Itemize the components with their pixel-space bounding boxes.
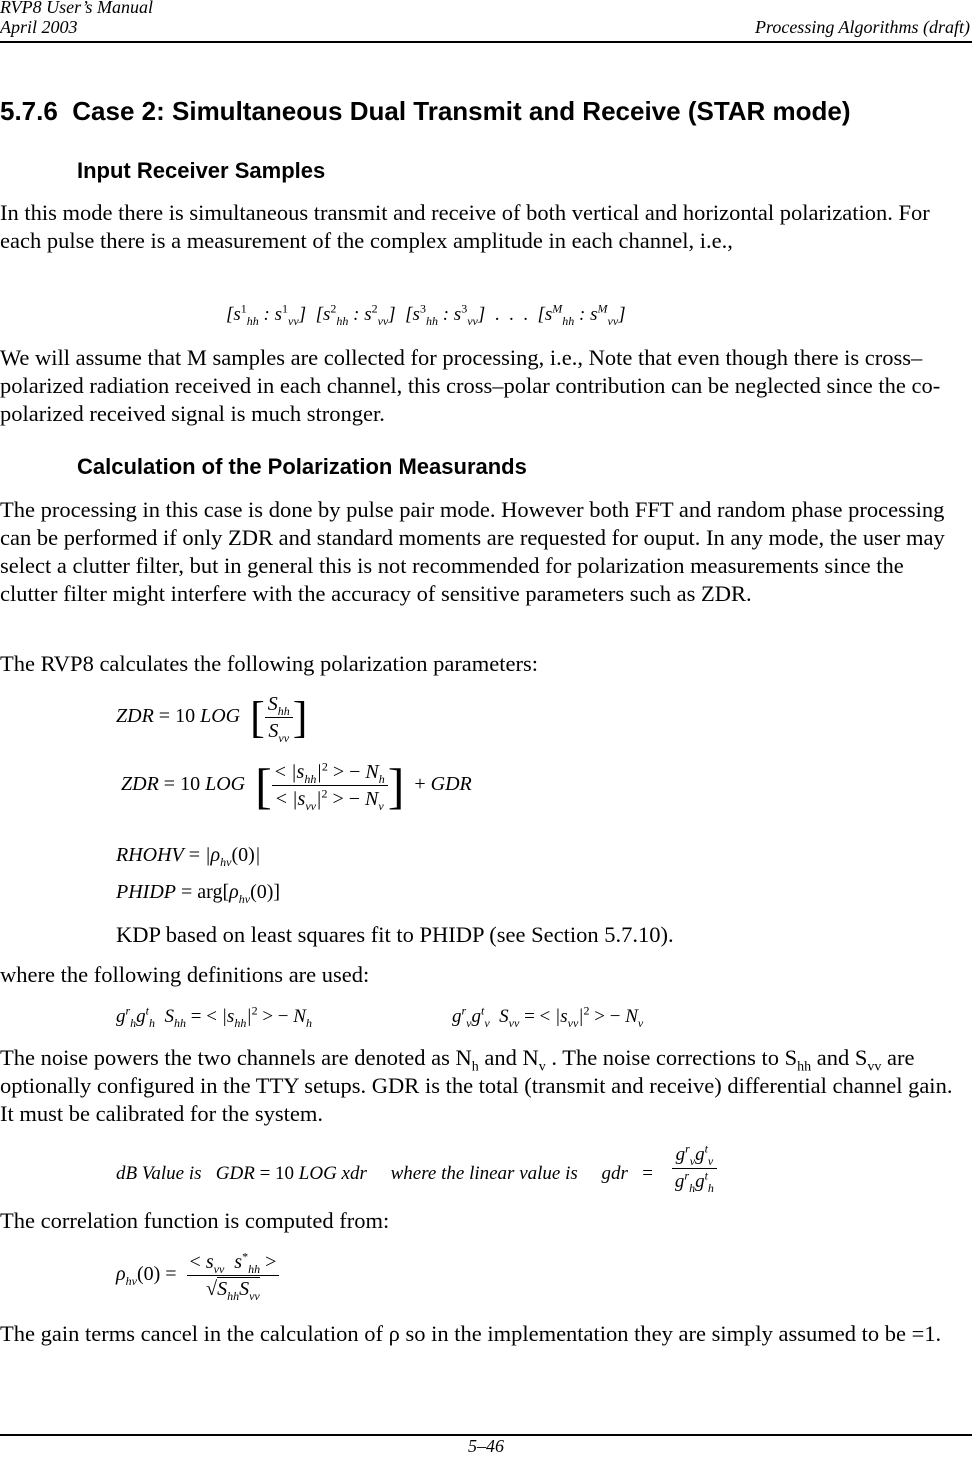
rhohv-equation: RHOHV = $|\rho_{hv}(0)|$ — [116, 844, 261, 869]
correlation-equation: $\rho_{hv}(0)$ = $\frac{< s_{vv} s^*_{hh} >}{√S_{hh}S_{vv}}$ — [116, 1250, 279, 1301]
kdp-description: KDP based on least squares fit to PHIDP (see Section 5.7.10). — [116, 922, 674, 947]
subsection-heading-input: Input Receiver Samples — [77, 158, 326, 183]
header-date: April 2003 — [0, 17, 78, 37]
svv-definition: $g^r_vg^t_v$ $S_{vv}$ = < $|s_{vv}|^2$ > − $N_v$ — [452, 1003, 644, 1030]
paragraph-gain-terms: The gain terms cancel in the calculation of ρ so in the implementation they are simply assumed to be =1. — [0, 1321, 942, 1346]
header-chapter: Processing Algorithms (draft) — [755, 17, 970, 37]
header-manual-title: RVP8 User’s Manual — [0, 0, 153, 17]
phidp-equation: PHIDP = $arg[\rho_{hv}(0)]$ — [116, 881, 281, 906]
paragraph-definitions: where the following definitions are used: — [0, 962, 370, 987]
paragraph-input-intro: In this mode there is simultaneous transmit and receive of both vertical and horizontal polarization. For each pulse there is a measurement of the complex amplitude in each channel, i.e., — [0, 200, 930, 253]
section-number: 5.7.6 — [0, 96, 58, 126]
header-rule — [0, 41, 972, 43]
shh-definition: $g^r_hg^t_h$ $S_{hh}$ = < $|s_{hh}|^2$ > − $N_h$ — [116, 1003, 312, 1030]
gdr-db-equation: dB Value is GDR = 10 LOG xdr where the linear value is gdr = $\frac{g^r_vg^t_v}{g^r_hg^t_h}$ — [116, 1143, 717, 1194]
section-heading — [0, 96, 851, 126]
sample-sequence-equation: [$s^1_{hh}$ : $s^1_{vv}$] [$s^2_{hh}$ : $s^2_{vv}$] [$s^3_{hh}$ : $s^3_{vv}$] . . . [$s^M_{hh}$ : $s^M_{vv}$] — [226, 301, 626, 328]
section-title: Case 2: Simultaneous Dual Transmit and Receive (STAR mode) — [72, 96, 851, 126]
zdr-equation-noise-corrected: ZDR = 10 LOG [ $\frac{< |s_{hh}|^2 > - N_h}{< |s_{vv}|^2 > - N_v}$ ] + GDR — [121, 757, 472, 814]
paragraph-processing: The processing in this case is done by pulse pair mode. However both FFT and random phase processing can be performed if only ZDR and standard moments are requested for ouput. In any mode, the user may select a clutter filter, but in general this is not recommended for polarization measurements since the clutter filter might interfere with the accuracy of sensitive parameters such as ZDR. — [0, 497, 945, 606]
paragraph-noise-powers: The noise powers the two channels are denoted as $N_h$ and $N_v$ . The noise corrections to $S_{hh}$ and $S_{vv}$ are optionally configured in the TTY setups. GDR is the total (transmit and receive) differential channel gain. It must be calibrated for the system. — [0, 1045, 953, 1126]
paragraph-parameters-intro: The RVP8 calculates the following polarization parameters: — [0, 651, 539, 676]
zdr-equation-basic: ZDR = 10 LOG [ $\frac{S_{hh}}{S_{vv}}$ ] — [116, 692, 308, 745]
paragraph-input-assumption: We will assume that M samples are collected for processing, i.e., Note that even though there is cross–polarized radiation received in each channel, this cross–polar contribution can be neglected since the co-polarized received signal is much stronger. — [0, 345, 941, 426]
page-number: 5–46 — [468, 1436, 504, 1456]
paragraph-correlation: The correlation function is computed from: — [0, 1208, 390, 1233]
subsection-heading-calculation: Calculation of the Polarization Measurands — [77, 454, 527, 479]
